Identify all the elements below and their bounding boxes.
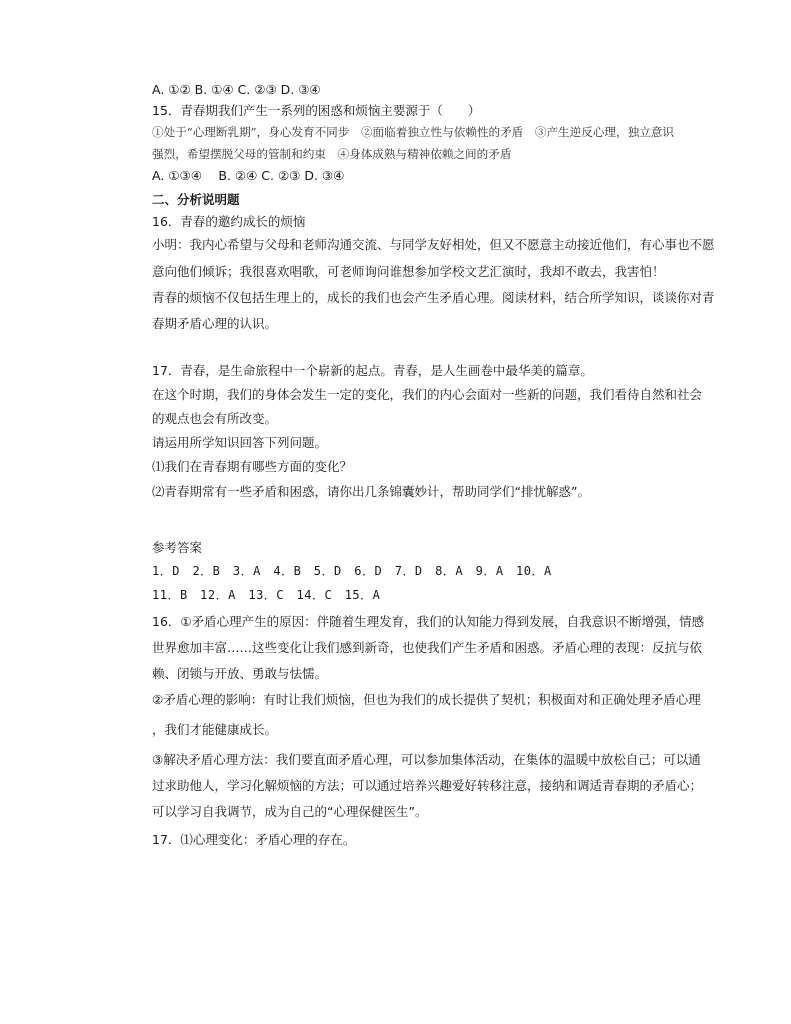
- q15-choices: A. ①③④ B. ②④ C. ②③ D. ③④: [152, 168, 345, 183]
- a16-line4: ②矛盾心理的影响：有时让我们烦恼，但也为我们的成长提供了契机；积极面对和正确处理矛盾心理: [152, 692, 701, 707]
- a16-line1: 16．①矛盾心理产生的原因：伴随着生理发育，我们的认知能力得到发展，自我意识不断增强，情感: [152, 614, 705, 629]
- a16-line2: 世界愈加丰富……这些变化让我们感到新奇，也使我们产生矛盾和困惑。矛盾心理的表现：反抗与依: [152, 640, 703, 655]
- answers-row2: 11．B 12．A 13．C 14．C 15．A: [152, 588, 381, 602]
- q17-line2: 在这个时期，我们的身体会发生一定的变化，我们的内心会面对一些新的问题，我们看待自然和社会: [152, 387, 703, 402]
- q14-options: A. ①② B. ①④ C. ②③ D. ③④: [152, 82, 321, 97]
- section-title-analysis: 二、分析说明题: [152, 192, 240, 207]
- answers-title: 参考答案: [152, 540, 203, 555]
- q15-options-line2: 强烈，希望摆脱父母的管制和约束 ④身体成熟与精神依赖之间的矛盾: [152, 147, 512, 161]
- q15-stem: 15．青春期我们产生一系列的困惑和烦恼主要源于（ ）: [152, 103, 481, 118]
- q17-sub2: ⑵青春期常有一些矛盾和困惑，请你出几条锦囊妙计，帮助同学们“排忧解惑”。: [152, 484, 590, 499]
- q16-line3: 青春的烦恼不仅包括生理上的，成长的我们也会产生矛盾心理。阅读材料，结合所学知识，谈谈你对青: [152, 290, 715, 305]
- q16-line1: 小明：我内心希望与父母和老师沟通交流、与同学友好相处，但又不愿意主动接近他们，有心事也不愿: [152, 237, 715, 252]
- a16-line7: 过求助他人，学习化解烦恼的方法；可以通过培养兴趣爱好转移注意，接纳和调适青春期的矛盾心；: [152, 778, 703, 793]
- q17-line4: 请运用所学知识回答下列问题。: [152, 435, 328, 450]
- q16-line4: 春期矛盾心理的认识。: [152, 316, 278, 331]
- a16-line6: ③解决矛盾心理方法：我们要直面矛盾心理，可以参加集体活动，在集体的温暖中放松自己；可以通: [152, 752, 701, 767]
- q17-line1: 17．青春，是生命旅程中一个崭新的起点。青春，是人生画卷中最华美的篇章。: [152, 363, 593, 378]
- q17-line3: 的观点也会有所改变。: [152, 411, 278, 426]
- q16-title: 16．青春的邀约成长的烦恼: [152, 214, 306, 229]
- a16-line5: ，我们才能健康成长。: [152, 722, 278, 737]
- q17-sub1: ⑴我们在青春期有哪些方面的变化？: [152, 459, 353, 474]
- q15-options-line1: ①处于“心理断乳期”，身心发育不同步 ②面临着独立性与依赖性的矛盾 ③产生逆反心理，独立意识: [152, 125, 674, 139]
- q16-line2: 意向他们倾诉；我很喜欢唱歌，可老师询问谁想参加学校文艺汇演时，我却不敢去，我害怕！: [152, 264, 665, 279]
- a16-line3: 赖、闭锁与开放、勇敢与怯懦。: [152, 666, 328, 681]
- answers-row1: 1．D 2．B 3．A 4．B 5．D 6．D 7．D 8．A 9．A 10．A: [152, 564, 552, 578]
- a17-line1: 17．⑴心理变化：矛盾心理的存在。: [152, 832, 356, 847]
- a16-line8: 可以学习自我调节，成为自己的“心理保健医生”。: [152, 804, 428, 819]
